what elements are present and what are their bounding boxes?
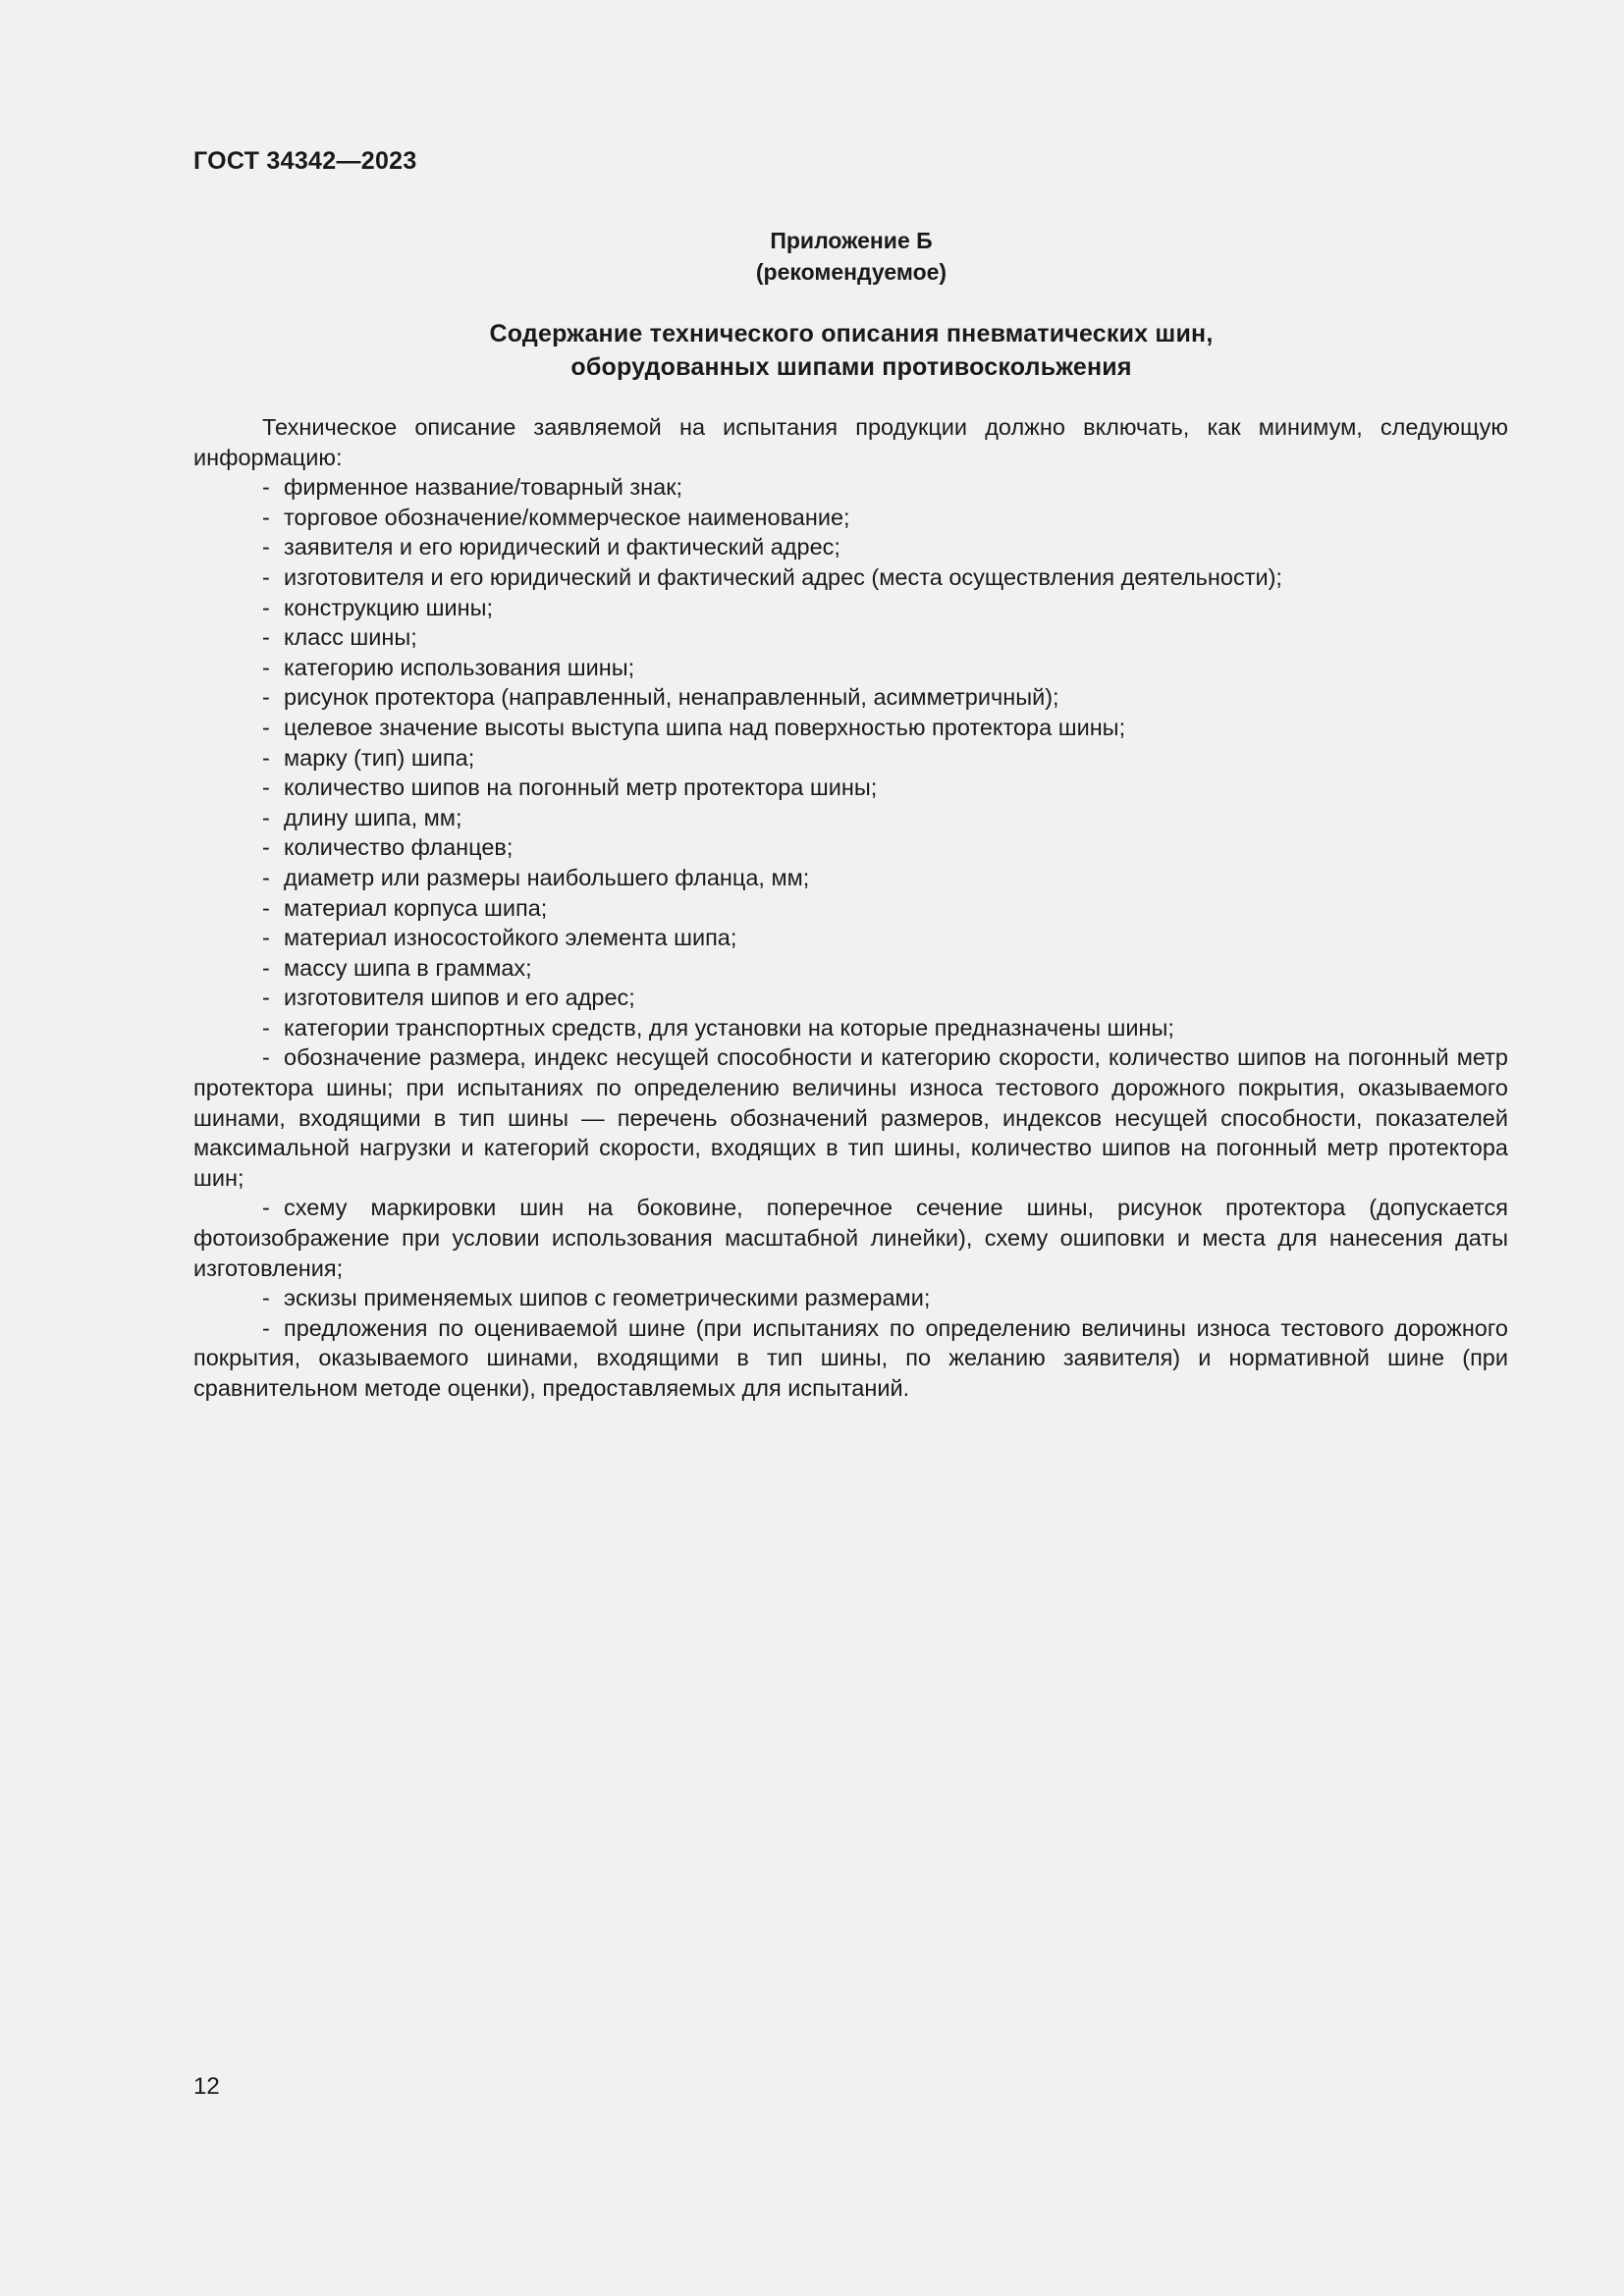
- list-item: [193, 562, 1508, 593]
- list-dash: -: [262, 925, 270, 951]
- list-item: [193, 653, 1508, 683]
- list-item: [193, 1283, 1508, 1313]
- section-title-line-2: оборудованных шипами противоскольжения: [570, 353, 1132, 381]
- list-item: [193, 532, 1508, 562]
- list-dash: -: [262, 534, 270, 561]
- annex-heading: [193, 225, 1509, 288]
- list-item: [193, 923, 1508, 953]
- list-dash: -: [262, 985, 270, 1011]
- list-dash: -: [262, 864, 270, 890]
- list-dash: -: [262, 1014, 270, 1041]
- list-item-text: предложения по оцениваемой шине (при испытаниях по определению величины износа тестового дорожного покрытия, оказываемого шинами, входящими в тип шины, по желанию заявителя) и нормативной шине (при сравнительном методе оценки), предоставляемых для испытаний.: [193, 1314, 1508, 1401]
- list-item-text: изготовителя шипов и его адрес;: [284, 985, 635, 1011]
- list-item: [193, 743, 1508, 774]
- list-item: [193, 503, 1508, 533]
- list-dash: -: [262, 624, 270, 651]
- list-item-text: фирменное название/товарный знак;: [284, 474, 683, 501]
- requirements-list: [193, 472, 1508, 1403]
- list-item: [193, 622, 1508, 653]
- list-item: [193, 863, 1508, 893]
- list-dash: -: [262, 504, 270, 530]
- section-title: [193, 317, 1509, 384]
- list-item: [193, 1042, 1508, 1193]
- list-item: [193, 1193, 1508, 1283]
- list-item-text: эскизы применяемых шипов с геометрическими размерами;: [284, 1285, 931, 1311]
- page-number: 12: [193, 2073, 220, 2100]
- list-dash: -: [262, 684, 270, 711]
- list-item: [193, 953, 1508, 984]
- list-item-text: заявителя и его юридический и фактический адрес;: [284, 534, 840, 561]
- list-item-text: обозначение размера, индекс несущей способности и категорию скорости, количество шипов на погонный метр протектора шины; при испытаниях по определению величины износа тестового дорожного покрытия, оказываемого шинами, входящими в тип шины — перечень обозначений размеров, индексов несущей способности, показателей максимальной нагрузки и категорий скорости, входящих в тип шины, количество шипов на погонный метр протектора шин;: [193, 1044, 1508, 1191]
- list-dash: -: [262, 474, 270, 501]
- list-item-text: категорию использования шины;: [284, 654, 635, 680]
- list-item: [193, 983, 1508, 1013]
- list-dash: -: [262, 654, 270, 680]
- list-dash: -: [262, 1044, 270, 1071]
- list-item-text: категории транспортных средств, для установки на которые предназначены шины;: [284, 1014, 1174, 1041]
- list-item: [193, 803, 1508, 833]
- list-item-text: конструкцию шины;: [284, 594, 494, 620]
- list-item: [193, 682, 1508, 713]
- list-dash: -: [262, 774, 270, 801]
- list-dash: -: [262, 894, 270, 921]
- list-item-text: схему маркировки шин на боковине, поперечное сечение шины, рисунок протектора (допускается фотоизображение при условии использования масштабной линейки), схему ошиповки и места для нанесения даты изготовления;: [193, 1195, 1508, 1281]
- list-item: [193, 593, 1508, 623]
- list-dash: -: [262, 1314, 270, 1341]
- list-dash: -: [262, 804, 270, 830]
- list-item-text: изготовителя и его юридический и фактический адрес (места осуществления деятельности);: [284, 563, 1282, 590]
- list-item: [193, 773, 1508, 803]
- list-item-text: целевое значение высоты выступа шипа над поверхностью протектора шины;: [284, 714, 1126, 740]
- list-item: [193, 1313, 1508, 1404]
- list-item: [193, 832, 1508, 863]
- list-item-text: количество шипов на погонный метр протектора шины;: [284, 774, 878, 801]
- list-dash: -: [262, 954, 270, 981]
- list-item-text: материал износостойкого элемента шипа;: [284, 925, 737, 951]
- list-item: [193, 893, 1508, 924]
- list-dash: -: [262, 744, 270, 771]
- list-item-text: марку (тип) шипа;: [284, 744, 475, 771]
- list-dash: -: [262, 714, 270, 740]
- body-text: [193, 412, 1508, 1404]
- list-item-text: рисунок протектора (направленный, ненаправленный, асимметричный);: [284, 684, 1059, 711]
- list-dash: -: [262, 1195, 270, 1221]
- list-item-text: торговое обозначение/коммерческое наименование;: [284, 504, 850, 530]
- section-title-line-1: Содержание технического описания пневматических шин,: [489, 320, 1214, 347]
- list-dash: -: [262, 834, 270, 861]
- list-item-text: массу шипа в граммах;: [284, 954, 532, 981]
- list-item: [193, 1013, 1508, 1043]
- list-item-text: длину шипа, мм;: [284, 804, 462, 830]
- annex-title: Приложение Б: [770, 228, 933, 253]
- intro-paragraph: Техническое описание заявляемой на испытания продукции должно включать, как минимум, следующую информацию:: [193, 414, 1508, 470]
- annex-status: (рекомендуемое): [755, 259, 947, 285]
- document-code-header: ГОСТ 34342—2023: [193, 147, 417, 175]
- list-dash: -: [262, 563, 270, 590]
- list-item-text: класс шины;: [284, 624, 417, 651]
- list-item-text: материал корпуса шипа;: [284, 894, 548, 921]
- list-item-text: количество фланцев;: [284, 834, 514, 861]
- list-item-text: диаметр или размеры наибольшего фланца, мм;: [284, 864, 810, 890]
- list-dash: -: [262, 594, 270, 620]
- list-dash: -: [262, 1285, 270, 1311]
- list-item: [193, 713, 1508, 743]
- list-item: [193, 472, 1508, 503]
